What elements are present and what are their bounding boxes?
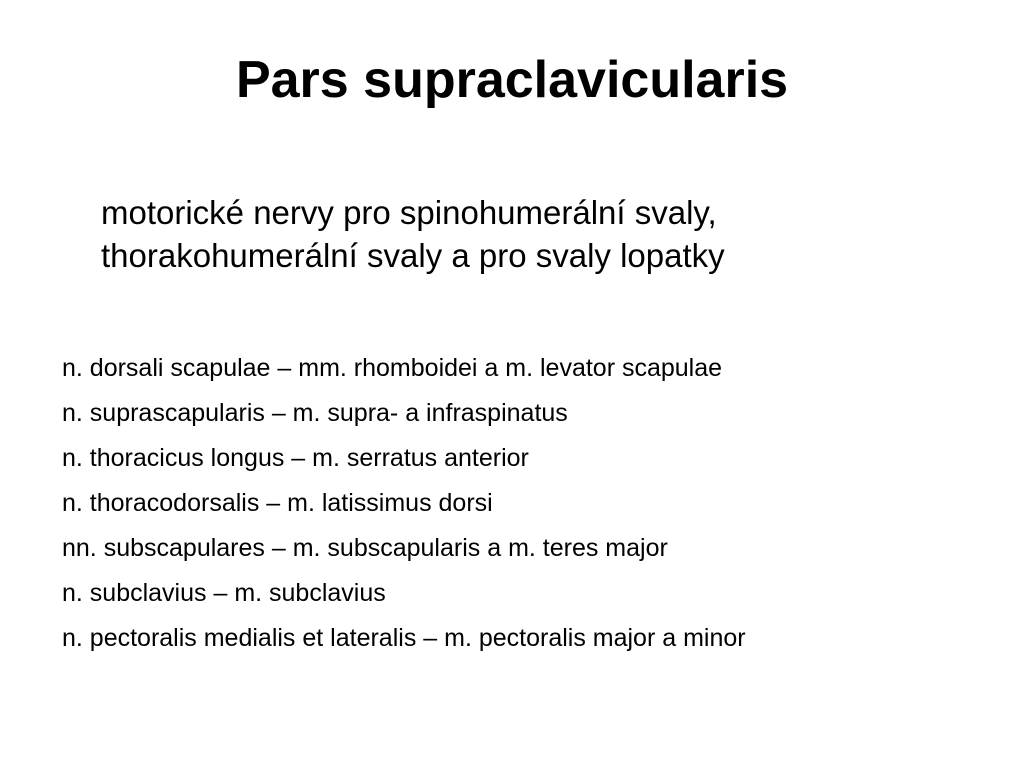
nerve-item-thoracodorsalis: n. thoracodorsalis – m. latissimus dorsi [62, 489, 493, 517]
nerve-item-suprascapularis: n. suprascapularis – m. supra- a infraspinatus [62, 399, 568, 427]
intro-line-2: thorakohumerální svaly a pro svaly lopatky [101, 237, 725, 274]
nerve-item-pectoralis: n. pectoralis medialis et lateralis – m. pectoralis major a minor [62, 624, 746, 652]
nerve-item-subscapulares: nn. subscapulares – m. subscapularis a m. teres major [62, 534, 668, 562]
nerve-item-dorsalis-scapulae: n. dorsali scapulae – mm. rhomboidei a m. levator scapulae [62, 354, 723, 382]
intro-line-1: motorické nervy pro spinohumerální svaly, [101, 194, 717, 231]
intro-text [101, 191, 981, 277]
nerve-item-thoracicus-longus: n. thoracicus longus – m. serratus anterior [62, 444, 529, 472]
nerve-list [62, 346, 1002, 661]
nerve-item-subclavius: n. subclavius – m. subclavius [62, 579, 386, 607]
slide-title: Pars supraclavicularis [235, 51, 789, 109]
